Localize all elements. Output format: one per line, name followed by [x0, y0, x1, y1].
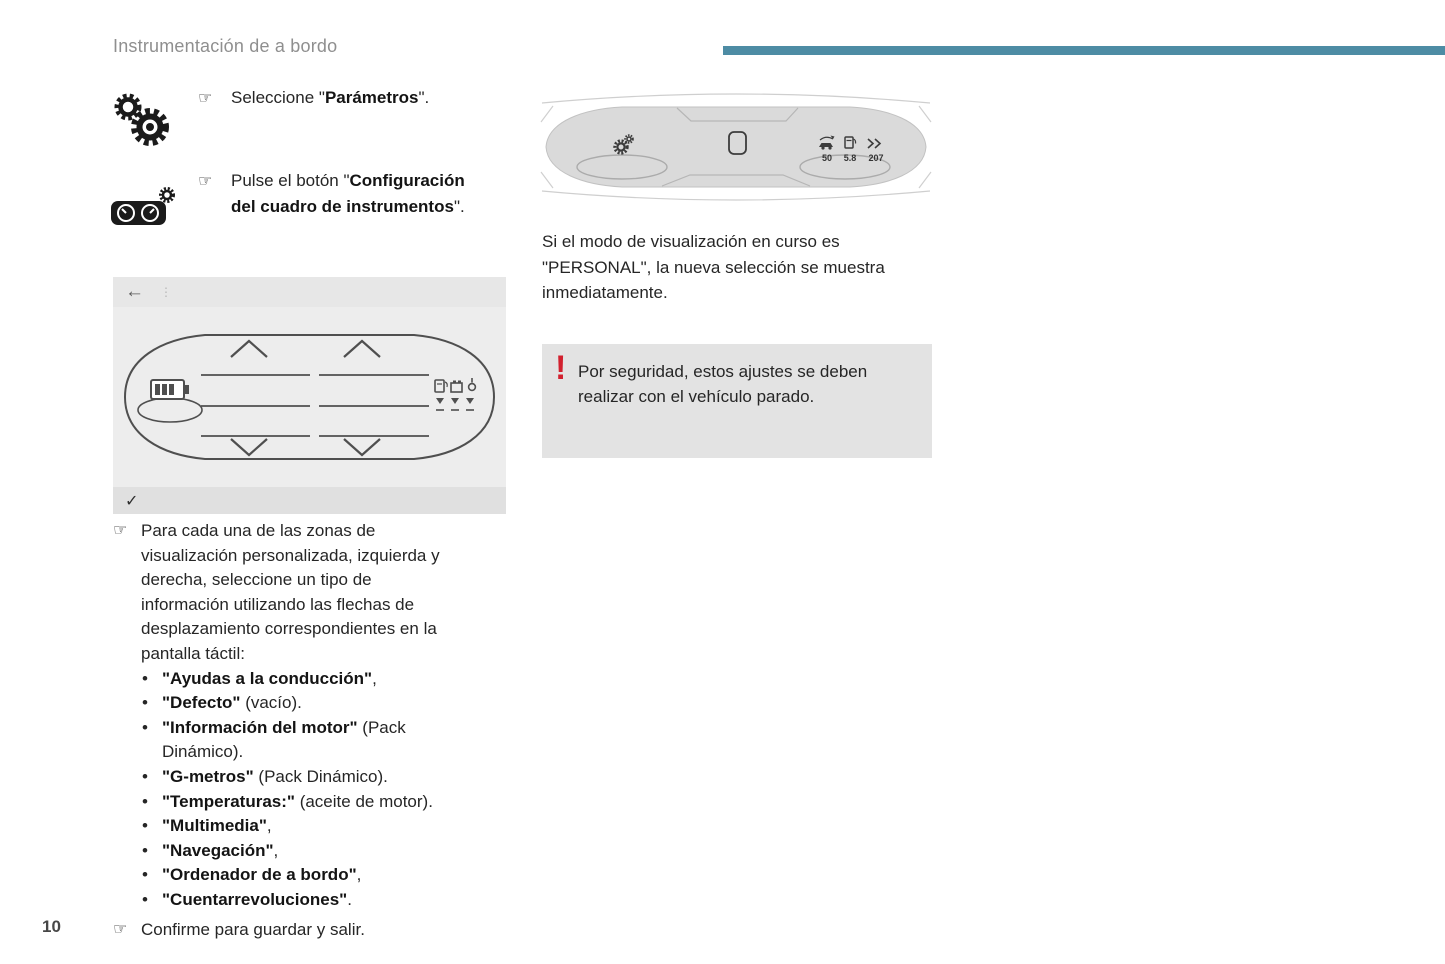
pointer-hand-icon: ☞ [113, 522, 128, 539]
selector-arrows-icons [436, 398, 474, 404]
instruction-step [198, 85, 508, 112]
fuel-readout: 5.8 [843, 153, 857, 163]
step-post: ". [453, 197, 465, 216]
step-pre: Pulse el botón " [231, 171, 350, 190]
list-item [141, 790, 446, 815]
step-post: ". [418, 88, 430, 107]
option-suffix: (Pack Dinámico). [162, 717, 406, 762]
warning-lamps-icons [435, 378, 475, 392]
confirm-check-icon: ✓ [125, 492, 139, 510]
warning-exclamation-icon: ! [555, 349, 567, 387]
bullet-icon: • [142, 816, 148, 836]
option-name: "Defecto" [162, 693, 241, 713]
bullet-icon: • [142, 766, 148, 786]
touchscreen-illustration [113, 277, 506, 514]
bullet-icon: • [142, 791, 148, 811]
option-name: "Cuentarrevoluciones" [162, 889, 348, 909]
option-name: "Información del motor" [162, 717, 358, 737]
option-suffix: , [372, 668, 377, 688]
list-item [141, 888, 446, 913]
bullet-icon: • [142, 889, 148, 909]
option-suffix: , [266, 816, 272, 836]
instruction-step [113, 519, 523, 667]
cluster-config-icon [110, 186, 184, 233]
option-name: "Ordenador de a bordo" [162, 865, 357, 885]
list-item [141, 691, 446, 716]
option-name: "G-metros" [162, 766, 254, 786]
step-bold: Configuración del cuadro de instrumentos [231, 171, 465, 216]
step-text [231, 85, 429, 112]
list-item [141, 814, 446, 839]
mode-note-text: Si el modo de visualización en curso es "PERSONAL", la nueva selección se muestra inmediatamente. [542, 232, 885, 302]
screen-bottom-bar [113, 487, 506, 514]
display-zone-lines [201, 375, 429, 436]
pointer-hand-icon: ☞ [198, 90, 213, 107]
bullet-icon: • [142, 668, 148, 688]
list-item [141, 839, 446, 864]
option-name: "Navegación" [162, 840, 274, 860]
bullet-icon: • [142, 717, 148, 737]
list-item [141, 765, 446, 790]
speed-readout: 50 [821, 153, 833, 163]
personalization-instructions [113, 519, 523, 942]
pointer-hand-icon: ☞ [198, 173, 213, 190]
confirm-text: Confirme para guardar y salir. [141, 919, 365, 939]
step-pre: Seleccione " [231, 88, 325, 107]
gears-settings-icon [112, 93, 176, 152]
option-suffix: (vacío). [240, 693, 302, 713]
scroll-arrows-icons [231, 341, 380, 455]
cluster-layout-drawing [113, 307, 506, 487]
warning-text: Por seguridad, estos ajustes se deben realizar con el vehículo parado. [578, 362, 868, 406]
bullet-icon: • [142, 865, 148, 885]
option-suffix: . [347, 889, 352, 909]
option-suffix: , [356, 865, 362, 885]
option-suffix: , [273, 840, 279, 860]
overflow-dots-icon: ⋮ [160, 285, 172, 299]
options-list [141, 667, 446, 913]
pointer-hand-icon: ☞ [113, 920, 128, 938]
option-name: "Temperaturas:" [162, 791, 295, 811]
page-number: 10 [42, 917, 61, 936]
instrument-cluster-illustration [540, 88, 932, 227]
page-header: Instrumentación de a bordo [113, 36, 338, 56]
list-item [141, 667, 446, 692]
step-bold: Parámetros [324, 88, 419, 107]
confirm-step [113, 918, 523, 943]
instruction-step [198, 168, 498, 220]
option-suffix: (aceite de motor). [294, 791, 433, 811]
bullet-icon: • [142, 840, 148, 860]
list-item [141, 863, 446, 888]
option-suffix: (Pack Dinámico). [253, 766, 388, 786]
back-arrow-icon: ← [125, 281, 144, 302]
safety-warning [542, 344, 932, 458]
step-text [231, 168, 483, 220]
list-item [141, 716, 446, 765]
option-name: "Multimedia" [162, 816, 267, 836]
accent-bar [723, 46, 1445, 55]
range-readout: 207 [868, 153, 884, 163]
instruction-text: Para cada una de las zonas de visualización personalizada, izquierda y derecha, seleccione un tipo de información utilizando las flechas de desplazamiento correspondientes en la pantalla táctil: [141, 521, 440, 663]
screen-top-bar [113, 277, 506, 307]
bullet-icon: • [142, 693, 148, 713]
option-name: "Ayudas a la conducción" [162, 668, 373, 688]
battery-gauge-icon [138, 380, 202, 422]
